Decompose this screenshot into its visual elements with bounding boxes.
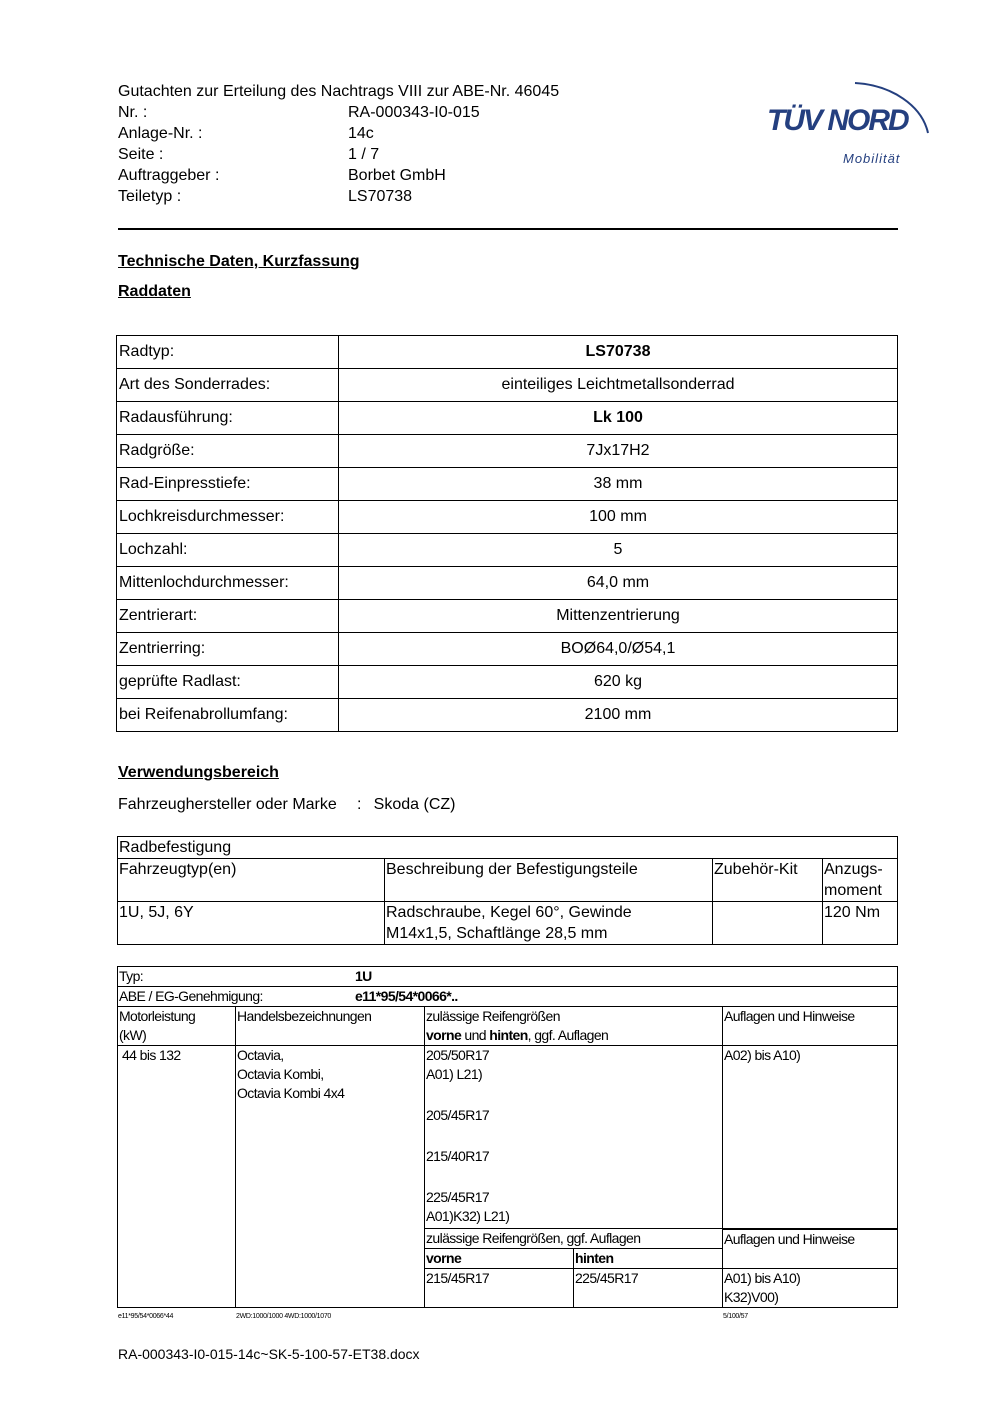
logo-text: TÜV NORD [767,104,908,137]
tyre-entry [426,1147,721,1166]
mixed-front: 215/45R17 [425,1269,574,1308]
raddaten-label: Lochzahl: [117,534,339,567]
header-field-label: Nr. : [118,104,148,121]
trade-name: Octavia Kombi 4x4 [237,1085,345,1101]
tyre-notes: A01) L21) [426,1066,483,1082]
raddaten-value: 64,0 mm [339,567,898,600]
footnote-right: 5/100/57 [723,1313,748,1320]
raddaten-label: Radgröße: [117,435,339,468]
raddaten-row [117,369,898,402]
befestigung-torque: 120 Nm [823,902,898,945]
section-kurzfassung: Technische Daten, Kurzfassung [118,253,360,270]
raddaten-label: Rad-Einpresstiefe: [117,468,339,501]
raddaten-row [117,435,898,468]
header-field-label: Teiletyp : [118,188,182,205]
header-field [118,165,446,186]
footnote-left: e11*95/54*0066*44 [118,1313,174,1320]
typ-table [117,966,898,1308]
vorne-header: vorne [425,1249,574,1269]
header-field-value: RA-000343-I0-015 [348,104,480,121]
mixed-header: zulässige Reifengrößen, ggf. Auflagen [425,1229,723,1249]
raddaten-row [117,600,898,633]
header-divider [118,228,898,230]
header-field-value: 14c [348,125,374,142]
tyre-entry [426,1188,721,1226]
section-verwendung: Verwendungsbereich [118,764,279,781]
mixed-notes: A01) bis A10) K32)V00) [723,1269,898,1308]
hinten-header: hinten [574,1249,723,1269]
tyre-size: 215/40R17 [426,1148,490,1164]
header-field [118,144,379,165]
raddaten-value: BOØ64,0/Ø54,1 [339,633,898,666]
raddaten-value: LS70738 [339,336,898,369]
logo-subtitle: Mobilität [843,151,901,166]
col-anzugsmoment: Anzugs- moment [823,859,898,902]
befestigung-kit [713,902,823,945]
header-field [118,123,374,144]
raddaten-row [117,699,898,732]
document-title: Gutachten zur Erteilung des Nachtrags VIII zur ABE-Nr. 46045 [118,83,560,100]
raddaten-value: 2100 mm [339,699,898,732]
raddaten-label: Zentrierart: [117,600,339,633]
manufacturer-value: Skoda (CZ) [373,796,456,813]
raddaten-value: 5 [339,534,898,567]
befestigung-title: Radbefestigung [118,837,898,859]
abe-row: ABE / EG-Genehmigung: e11*95/54*0066*.. [118,987,898,1007]
trade-name: Octavia, [237,1047,284,1063]
raddaten-value: 100 mm [339,501,898,534]
raddaten-value: einteiliges Leichtmetallsonderrad [339,369,898,402]
raddaten-label: Zentrierring: [117,633,339,666]
raddaten-table [116,335,898,732]
befestigung-types: 1U, 5J, 6Y [118,902,385,945]
h-auflagen: Auflagen und Hinweise [723,1007,898,1046]
raddaten-row [117,567,898,600]
header-field-label: Seite : [118,146,164,163]
raddaten-label: Radtyp: [117,336,339,369]
raddaten-row [117,468,898,501]
col-zubehoer: Zubehör-Kit [713,859,823,902]
h-motor: Motorleistung (kW) [118,1007,236,1046]
auflagen-cell: A02) bis A10) [723,1046,898,1229]
raddaten-value: Lk 100 [339,402,898,435]
befestigung-table [117,836,898,945]
befestigung-desc: Radschraube, Kegel 60°, Gewinde M14x1,5, Schaftlänge 28,5 mm [385,902,713,945]
manufacturer-label: Fahrzeughersteller oder Marke [118,796,337,813]
typ-row: Typ: 1U [118,967,898,987]
names-cell [236,1046,425,1308]
tyre-entry [426,1046,721,1084]
tyre-size: 205/45R17 [426,1107,490,1123]
trade-name: Octavia Kombi, [237,1066,324,1082]
footer-filename: RA-000343-I0-015-14c~SK-5-100-57-ET38.docx [118,1346,420,1362]
header-field [118,186,412,207]
h-handel: Handelsbezeichnungen [236,1007,425,1046]
raddaten-label: geprüfte Radlast: [117,666,339,699]
tyre-size: 205/50R17 [426,1047,490,1063]
power-cell: 44 bis 132 [118,1046,236,1308]
header-field-label: Auftraggeber : [118,167,220,184]
tyre-entry [426,1106,721,1125]
col-beschreibung: Beschreibung der Befestigungsteile [385,859,713,902]
raddaten-value: 7Jx17H2 [339,435,898,468]
raddaten-value: 38 mm [339,468,898,501]
raddaten-row [117,633,898,666]
header-field-value: 1 / 7 [348,146,380,163]
h-reifen: zulässige Reifengrößen vorne und hinten, ggf. Auflagen [425,1007,723,1046]
manufacturer-sep: : [356,796,362,813]
raddaten-row [117,501,898,534]
raddaten-row [117,402,898,435]
header-field [118,102,480,123]
manufacturer-line [118,796,455,814]
mixed-auflagen-header: Auflagen und Hinweise [723,1229,898,1269]
raddaten-value: Mittenzentrierung [339,600,898,633]
raddaten-label: bei Reifenabrollumfang: [117,699,339,732]
raddaten-label: Mittenlochdurchmesser: [117,567,339,600]
header-field-label: Anlage-Nr. : [118,125,203,142]
raddaten-row [117,666,898,699]
raddaten-label: Art des Sonderrades: [117,369,339,402]
header-field-value: Borbet GmbH [348,167,446,184]
raddaten-label: Lochkreisdurchmesser: [117,501,339,534]
tyres-cell [425,1046,723,1229]
tyre-size: 225/45R17 [426,1189,490,1205]
mixed-rear: 225/45R17 [574,1269,723,1308]
raddaten-row [117,336,898,369]
col-fahrzeugtyp: Fahrzeugtyp(en) [118,859,385,902]
header-field-value: LS70738 [348,188,413,205]
footnote-mid: 2WD:1000/1000 4WD:1000/1070 [236,1313,332,1320]
raddaten-label: Radausführung: [117,402,339,435]
tyre-notes: A01)K32) L21) [426,1208,510,1224]
raddaten-value: 620 kg [339,666,898,699]
raddaten-row [117,534,898,567]
section-raddaten: Raddaten [118,283,191,300]
